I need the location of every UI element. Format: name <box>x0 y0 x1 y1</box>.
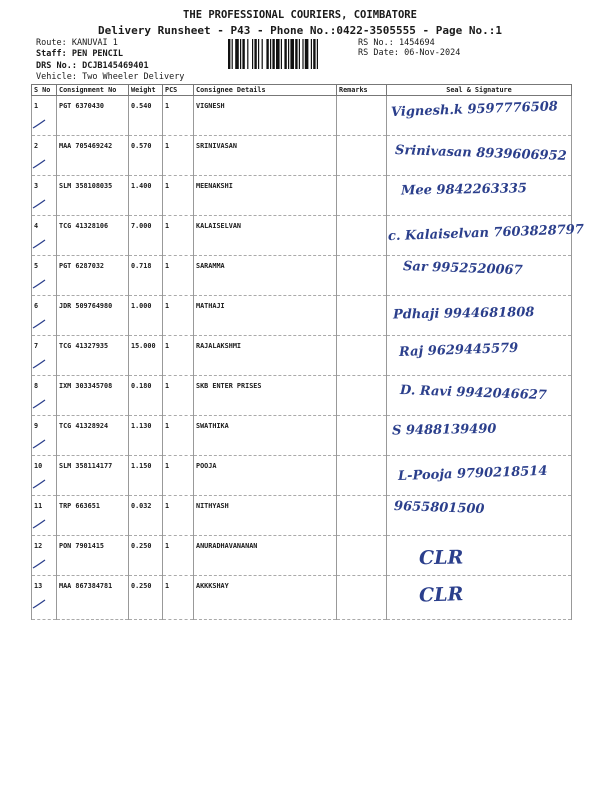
remarks-cell <box>337 456 387 496</box>
signature-cell <box>387 216 585 256</box>
consignee-cell <box>194 336 337 376</box>
checkmark-icon <box>32 319 46 329</box>
remarks-cell <box>337 96 387 136</box>
weight-text: 0.570 <box>131 142 152 150</box>
sno-cell <box>32 176 57 216</box>
sno-cell <box>32 256 57 296</box>
pcs-cell <box>163 376 194 416</box>
pcs-cell <box>163 256 194 296</box>
consignment-cell <box>57 536 129 576</box>
consignment-cell <box>57 176 129 216</box>
weight-text: 1.000 <box>131 302 152 310</box>
consignment-cell <box>57 336 129 376</box>
sno-cell <box>32 96 57 136</box>
consignee-text: AKKKSHAY <box>196 582 229 590</box>
table-row <box>32 376 572 416</box>
pcs-cell <box>163 496 194 536</box>
col-remarks: Remarks <box>337 85 387 96</box>
remarks-cell <box>337 336 387 376</box>
consignee-cell <box>194 96 337 136</box>
consignee-text: SRINIVASAN <box>196 142 237 150</box>
weight-text: 1.150 <box>131 462 152 470</box>
sno-text: 5 <box>34 262 39 270</box>
consignee-cell <box>194 176 337 216</box>
weight-cell <box>129 456 163 496</box>
consignment-text: IXM 303345708 <box>59 382 113 390</box>
drs-label: DRS No.: <box>36 61 77 71</box>
rs-date-value: 06-Nov-2024 <box>404 48 461 58</box>
table-row <box>32 176 572 216</box>
pcs-text: 1 <box>165 422 170 430</box>
consignment-cell <box>57 416 129 456</box>
pcs-text: 1 <box>165 342 170 350</box>
signature-cell <box>387 176 572 216</box>
consignee-cell <box>194 416 337 456</box>
checkmark-icon <box>32 399 46 409</box>
sno-text: 6 <box>34 302 39 310</box>
route-label: Route: <box>36 38 67 48</box>
weight-text: 1.130 <box>131 422 152 430</box>
consignee-text: KALAISELVAN <box>196 222 242 230</box>
sno-text: 7 <box>34 342 39 350</box>
pcs-cell <box>163 576 194 620</box>
sno-text: 11 <box>34 502 43 510</box>
consignee-text: NITHYASH <box>196 502 229 510</box>
weight-cell <box>129 256 163 296</box>
consignee-cell <box>194 496 337 536</box>
consignee-cell <box>194 296 337 336</box>
col-signature: Seal & Signature <box>387 85 572 96</box>
pcs-text: 1 <box>165 582 170 590</box>
consignee-text: VIGNESH <box>196 102 225 110</box>
handwritten-signature: D. Ravi 9942046627 <box>399 383 548 404</box>
consignee-text: SKB ENTER PRISES <box>196 382 262 390</box>
weight-text: 0.718 <box>131 262 152 270</box>
handwritten-signature: Vignesh.k 9597776508 <box>390 99 559 121</box>
checkmark-icon <box>32 439 46 449</box>
runsheet-title: Delivery Runsheet - P43 - Phone No.:0422-3505555 - Page No.:1 <box>98 24 502 37</box>
remarks-cell <box>337 136 387 176</box>
checkmark-icon <box>32 519 46 529</box>
checkmark-icon <box>32 359 46 369</box>
weight-text: 0.250 <box>131 542 152 550</box>
table-row <box>32 416 572 456</box>
company-name: THE PROFESSIONAL COURIERS, COIMBATORE <box>183 9 417 21</box>
vehicle-line <box>36 72 184 82</box>
consignment-text: TCG 41328106 <box>59 222 109 230</box>
signature-cell <box>387 496 572 536</box>
remarks-cell <box>337 536 387 576</box>
col-consignment: Consignment No <box>57 85 129 96</box>
pcs-cell <box>163 216 194 256</box>
consignee-cell <box>194 576 337 620</box>
table-row <box>32 136 572 176</box>
pcs-text: 1 <box>165 102 170 110</box>
consignment-cell <box>57 96 129 136</box>
pcs-cell <box>163 416 194 456</box>
consignment-text: TCG 41328924 <box>59 422 109 430</box>
pcs-text: 1 <box>165 182 170 190</box>
staff-value: PEN PENCIL <box>71 49 124 59</box>
col-weight: Weight <box>129 85 163 96</box>
col-consignee: Consignee Details <box>194 85 337 96</box>
remarks-cell <box>337 216 387 256</box>
consignment-cell <box>57 256 129 296</box>
pcs-text: 1 <box>165 142 170 150</box>
table-row <box>32 96 572 136</box>
signature-cell <box>387 136 572 176</box>
signature-cell <box>387 536 572 576</box>
weight-text: 1.400 <box>131 182 152 190</box>
pcs-cell <box>163 336 194 376</box>
weight-text: 0.250 <box>131 582 152 590</box>
weight-cell <box>129 576 163 620</box>
drs-line <box>36 61 149 71</box>
consignment-text: PON 7901415 <box>59 542 105 550</box>
pcs-text: 1 <box>165 302 170 310</box>
remarks-cell <box>337 376 387 416</box>
signature-cell <box>387 376 572 416</box>
consignment-cell <box>57 456 129 496</box>
handwritten-signature: CLR <box>418 546 464 570</box>
route-line <box>36 38 118 48</box>
rs-no-label: RS No.: <box>358 38 394 48</box>
consignment-text: PGT 6287032 <box>59 262 105 270</box>
barcode <box>228 39 352 69</box>
weight-cell <box>129 296 163 336</box>
sno-cell <box>32 536 57 576</box>
sno-text: 12 <box>34 542 43 550</box>
rs-no-value: 1454694 <box>398 38 435 48</box>
checkmark-icon <box>32 599 46 609</box>
sno-text: 4 <box>34 222 39 230</box>
handwritten-signature: CLR <box>418 583 464 607</box>
handwritten-signature: Srinivasan 8939606952 <box>394 142 567 164</box>
consignment-text: PGT 6370430 <box>59 102 105 110</box>
consignee-text: SWATHIKA <box>196 422 229 430</box>
pcs-text: 1 <box>165 502 170 510</box>
table-row <box>32 256 572 296</box>
runsheet-table <box>31 84 585 620</box>
pcs-text: 1 <box>165 262 170 270</box>
pcs-text: 1 <box>165 462 170 470</box>
sno-cell <box>32 576 57 620</box>
sno-cell <box>32 416 57 456</box>
pcs-cell <box>163 296 194 336</box>
signature-cell <box>387 96 572 136</box>
handwritten-signature: c. Kalaiselvan 7603828797 <box>387 222 585 245</box>
consignment-text: TRP 663651 <box>59 502 100 510</box>
consignee-cell <box>194 256 337 296</box>
signature-cell <box>387 296 572 336</box>
remarks-cell <box>337 576 387 620</box>
pcs-text: 1 <box>165 542 170 550</box>
sno-text: 2 <box>34 142 39 150</box>
weight-cell <box>129 536 163 576</box>
staff-label: Staff: <box>36 49 67 59</box>
checkmark-icon <box>32 119 46 129</box>
checkmark-icon <box>32 479 46 489</box>
weight-cell <box>129 136 163 176</box>
signature-cell <box>387 256 572 296</box>
handwritten-signature: L-Pooja 9790218514 <box>397 463 548 484</box>
remarks-cell <box>337 176 387 216</box>
remarks-cell <box>337 416 387 456</box>
table-row <box>32 216 572 256</box>
pcs-text: 1 <box>165 222 170 230</box>
checkmark-icon <box>32 239 46 249</box>
consignee-text: RAJALAKSHMI <box>196 342 242 350</box>
consignee-cell <box>194 136 337 176</box>
remarks-cell <box>337 496 387 536</box>
handwritten-signature: Sar 9952520067 <box>402 259 523 279</box>
rs-no-line <box>358 38 435 48</box>
sno-text: 1 <box>34 102 39 110</box>
sno-cell <box>32 216 57 256</box>
sno-cell <box>32 136 57 176</box>
weight-cell <box>129 416 163 456</box>
sno-text: 3 <box>34 182 39 190</box>
consignment-text: TCG 41327935 <box>59 342 109 350</box>
consignee-text: POOJA <box>196 462 217 470</box>
table-row <box>32 496 572 536</box>
consignment-cell <box>57 496 129 536</box>
table-row <box>32 456 572 496</box>
sno-cell <box>32 336 57 376</box>
vehicle-value: Two Wheeler Delivery <box>82 72 185 82</box>
sno-text: 9 <box>34 422 39 430</box>
table-row <box>32 536 572 576</box>
route-value: KANUVAI 1 <box>71 38 118 48</box>
consignee-cell <box>194 536 337 576</box>
consignee-text: SARAMMA <box>196 262 225 270</box>
sno-cell <box>32 376 57 416</box>
rs-date-line <box>358 48 460 58</box>
consignment-cell <box>57 296 129 336</box>
pcs-cell <box>163 536 194 576</box>
staff-line <box>36 49 123 59</box>
col-pcs: PCS <box>163 85 194 96</box>
consignee-text: ANURADHAVANANAN <box>196 542 258 550</box>
col-sno: S No <box>32 85 57 96</box>
sno-text: 13 <box>34 582 43 590</box>
weight-text: 0.180 <box>131 382 152 390</box>
signature-cell <box>387 456 572 496</box>
signature-cell <box>387 576 572 620</box>
table-row <box>32 296 572 336</box>
checkmark-icon <box>32 279 46 289</box>
pcs-cell <box>163 176 194 216</box>
checkmark-icon <box>32 559 46 569</box>
weight-text: 15.000 <box>131 342 156 350</box>
sno-cell <box>32 456 57 496</box>
consignment-cell <box>57 136 129 176</box>
handwritten-signature: Mee 9842263335 <box>400 181 528 199</box>
table-row <box>32 576 572 620</box>
checkmark-icon <box>32 159 46 169</box>
consignment-text: MAA 867384781 <box>59 582 113 590</box>
consignee-cell <box>194 376 337 416</box>
pcs-cell <box>163 96 194 136</box>
rs-date-label: RS Date: <box>358 48 399 58</box>
consignee-cell <box>194 456 337 496</box>
weight-cell <box>129 376 163 416</box>
sno-cell <box>32 296 57 336</box>
consignment-cell <box>57 376 129 416</box>
handwritten-signature: S 9488139490 <box>391 421 497 439</box>
weight-text: 0.540 <box>131 102 152 110</box>
handwritten-signature: Pdhaji 9944681808 <box>392 305 535 323</box>
weight-text: 7.000 <box>131 222 152 230</box>
vehicle-label: Vehicle: <box>36 72 77 82</box>
weight-cell <box>129 496 163 536</box>
drs-value: DCJB145469401 <box>82 61 149 71</box>
sno-cell <box>32 496 57 536</box>
table-row <box>32 336 572 376</box>
pcs-cell <box>163 456 194 496</box>
weight-cell <box>129 216 163 256</box>
weight-cell <box>129 96 163 136</box>
consignee-text: MATHAJI <box>196 302 225 310</box>
pcs-cell <box>163 136 194 176</box>
consignment-cell <box>57 576 129 620</box>
checkmark-icon <box>32 199 46 209</box>
signature-cell <box>387 416 572 456</box>
weight-cell <box>129 336 163 376</box>
consignment-text: JDR 509764980 <box>59 302 113 310</box>
pcs-text: 1 <box>165 382 170 390</box>
handwritten-signature: 9655801500 <box>393 498 485 518</box>
signature-cell <box>387 336 572 376</box>
sno-text: 10 <box>34 462 43 470</box>
consignment-text: SLM 358108035 <box>59 182 113 190</box>
handwritten-signature: Raj 9629445579 <box>398 340 519 360</box>
remarks-cell <box>337 296 387 336</box>
consignment-text: MAA 705469242 <box>59 142 113 150</box>
weight-text: 0.032 <box>131 502 152 510</box>
consignment-text: SLM 358114177 <box>59 462 113 470</box>
table-header-row <box>32 85 572 96</box>
sno-text: 8 <box>34 382 39 390</box>
consignment-cell <box>57 216 129 256</box>
consignee-text: MEENAKSHI <box>196 182 233 190</box>
consignee-cell <box>194 216 337 256</box>
weight-cell <box>129 176 163 216</box>
remarks-cell <box>337 256 387 296</box>
